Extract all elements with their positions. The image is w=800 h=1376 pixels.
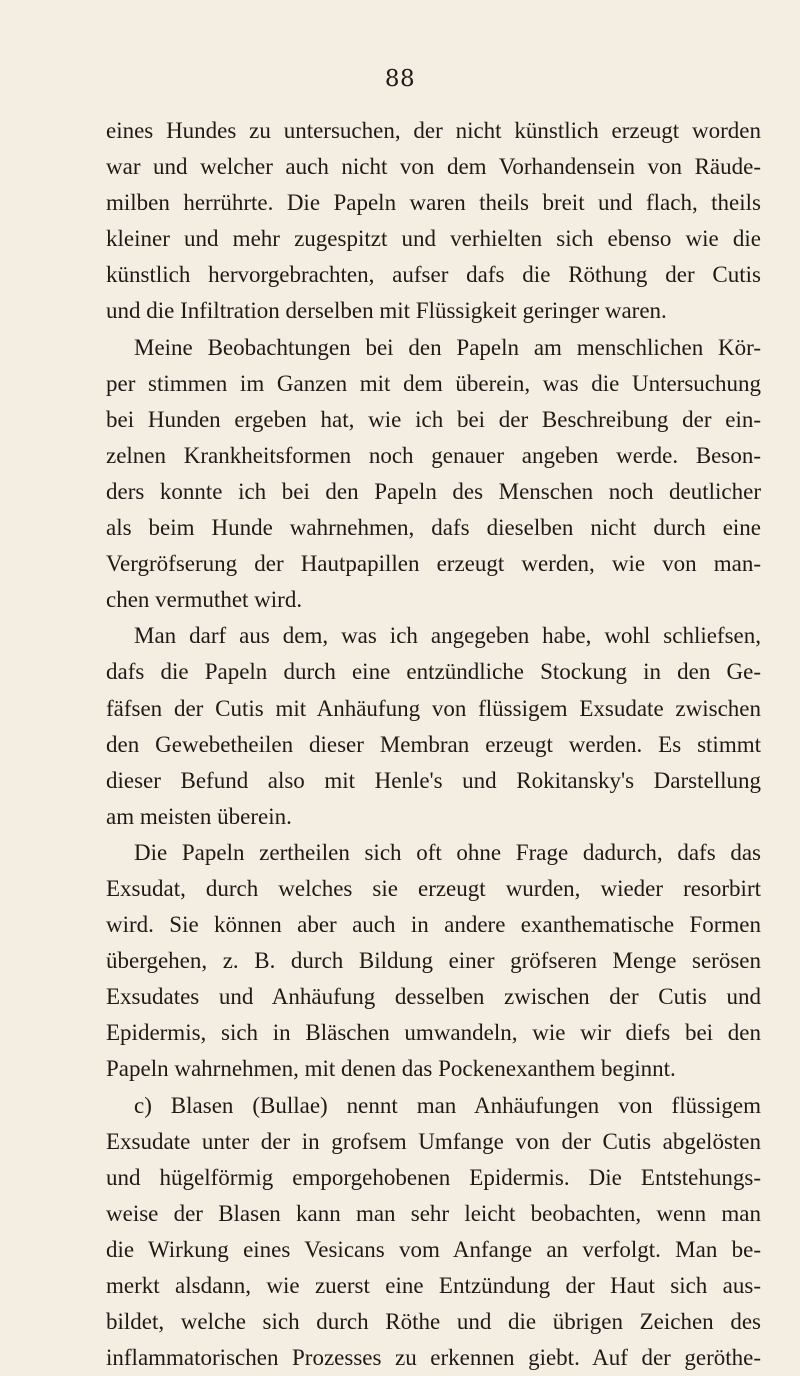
text-line: und die Infiltration derselben mit Flüssigkeit geringer waren. bbox=[106, 298, 667, 324]
text-line: merkt alsdann, wie zuerst eine Entzündung der Haut sich aus- bbox=[106, 1273, 761, 1298]
text-line: Man darf aus dem, was ich angegeben habe, wohl schliefsen, bbox=[134, 623, 761, 649]
text-line: kleiner und mehr zugespitzt und verhielten sich ebenso wie die bbox=[106, 226, 761, 252]
text-line: milben herrührte. Die Papeln waren theils breit und flach, theils bbox=[106, 190, 761, 216]
text-line: den Gewebetheilen dieser Membran erzeugt werden. Es stimmt bbox=[106, 731, 761, 757]
text-line: künstlich hervorgebrachten, aufser dafs die Röthung der Cutis bbox=[106, 262, 761, 288]
text-line: die Wirkung eines Vesicans vom Anfange an verfolgt. Man be- bbox=[106, 1236, 761, 1262]
text-line: Die Papeln zertheilen sich oft ohne Frage dadurch, dafs das bbox=[134, 839, 761, 865]
page-number: 88 bbox=[384, 66, 416, 92]
text-line: am meisten überein. bbox=[106, 803, 292, 829]
text-line: Exsudate unter der in grofsem Umfange von der Cutis abgelösten bbox=[106, 1128, 761, 1154]
text-line: Meine Beobachtungen bei den Papeln am menschlichen Kör- bbox=[134, 334, 761, 360]
text-line: bei Hunden ergeben hat, wie ich bei der Beschreibung der ein- bbox=[106, 406, 761, 432]
body-text bbox=[106, 113, 761, 1376]
text-line: Vergröfserung der Hautpapillen erzeugt werden, wie von man- bbox=[106, 551, 761, 577]
text-line: Epidermis, sich in Bläschen umwandeln, wie wir diefs bei den bbox=[106, 1020, 761, 1046]
text-line: war und welcher auch nicht von dem Vorhandensein von Räude- bbox=[106, 154, 761, 180]
text-line: bildet, welche sich durch Röthe und die übrigen Zeichen des bbox=[106, 1309, 761, 1335]
text-line: Exsudat, durch welches sie erzeugt wurden, wieder resorbirt bbox=[106, 875, 761, 901]
text-line: eines Hundes zu untersuchen, der nicht künstlich erzeugt worden bbox=[106, 118, 761, 143]
text-line: Papeln wahrnehmen, mit denen das Pockenexanthem beginnt. bbox=[106, 1056, 676, 1082]
text-line: zelnen Krankheitsformen noch genauer angeben werde. Beson- bbox=[106, 442, 761, 468]
text-line: ders konnte ich bei den Papeln des Menschen noch deutlicher bbox=[106, 478, 761, 504]
text-line: als beim Hunde wahrnehmen, dafs dieselben nicht durch eine bbox=[106, 515, 761, 541]
text-line: chen vermuthet wird. bbox=[106, 587, 303, 613]
text-line: c) Blasen (Bullae) nennt man Anhäufungen von flüssigem bbox=[134, 1092, 761, 1118]
text-line: per stimmen im Ganzen mit dem überein, was die Untersuchung bbox=[106, 370, 761, 396]
text-line: und hügelförmig emporgehobenen Epidermis. Die Entstehungs- bbox=[106, 1164, 761, 1190]
text-line: übergehen, z. B. durch Bildung einer gröfseren Menge serösen bbox=[106, 948, 761, 974]
text-line: fäfsen der Cutis mit Anhäufung von flüssigem Exsudate zwischen bbox=[106, 695, 761, 721]
text-line: wird. Sie können aber auch in andere exanthematische Formen bbox=[106, 912, 761, 938]
text-line: dieser Befund also mit Henle's und Rokitansky's Darstellung bbox=[106, 767, 761, 793]
text-line: Exsudates und Anhäufung desselben zwischen der Cutis und bbox=[106, 984, 761, 1010]
text-line: weise der Blasen kann man sehr leicht beobachten, wenn man bbox=[106, 1200, 761, 1226]
text-line: inflammatorischen Prozesses zu erkennen giebt. Auf der geröthe- bbox=[106, 1345, 761, 1371]
text-line: dafs die Papeln durch eine entzündliche Stockung in den Ge- bbox=[106, 659, 761, 685]
